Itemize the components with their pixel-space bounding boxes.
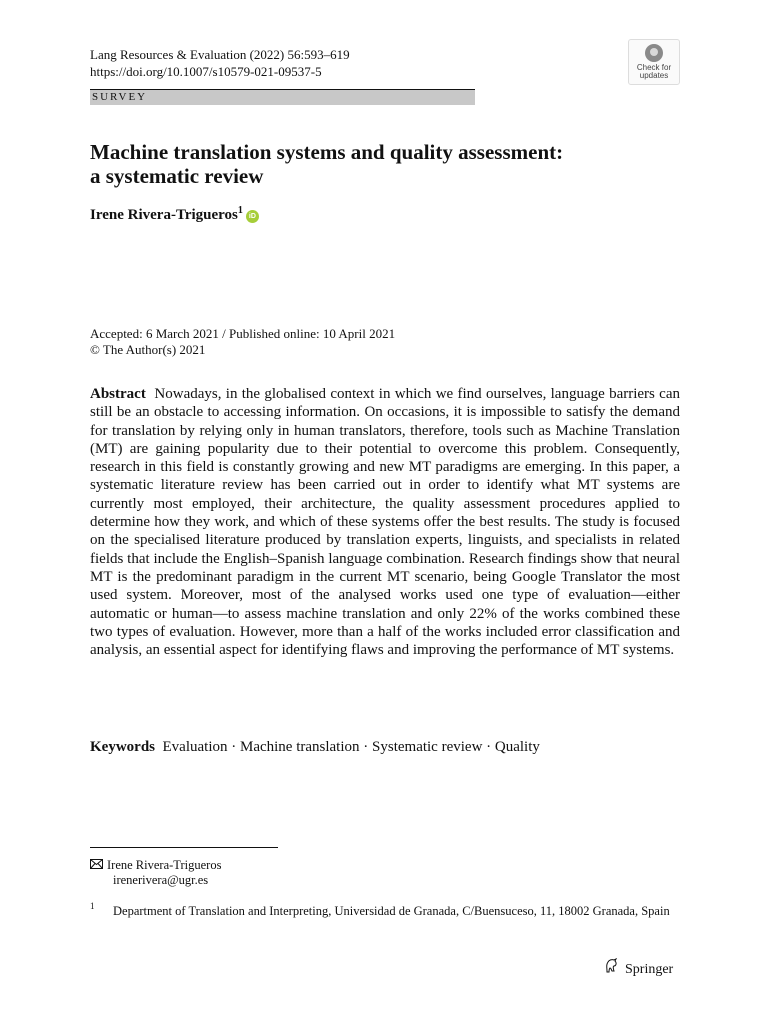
author-line bbox=[90, 205, 259, 224]
check-for-updates-badge[interactable] bbox=[628, 39, 680, 85]
abstract-text: Nowadays, in the globalised context in which we find ourselves, language barriers can still be an obstacle to accessing information. On occasions, it is impossible to satisfy the demand for translation by relying only in human translators, therefore, tools such as Machine Translation (MT) are gaining popularity due to their potential to overcome this problem. Consequently, research in this field is constantly growing and new MT paradigms are emerging. In this paper, a systematic literature review has been carried out in order to identify what MT systems are currently most employed, their architecture, the quality assessment procedures applied to determine how they work, and which of these systems offer the best results. The study is focused on the specialised literature produced by translation experts, linguists, and specialists in related fields that include the English–Spanish language combination. Research findings show that neural MT is the predominant paradigm in the current MT scenario, being Google Translator the most used system. Moreover, most of the analysed works used one type of evaluation—either automatic or human—to assess machine translation and only 22% of the works combined these two types of evaluation. However, more than a half of the works included error classification and analysis, an essential aspect for identifying flaws and improving the performance of MT systems. bbox=[90, 386, 680, 659]
title-line1: Machine translation systems and quality assessment: bbox=[90, 140, 564, 164]
keywords-text: Evaluation · Machine translation · Systematic review · Quality bbox=[162, 739, 540, 755]
orcid-icon[interactable]: iD bbox=[246, 210, 259, 223]
title-line2: a systematic review bbox=[90, 164, 264, 188]
keywords-label: Keywords bbox=[90, 739, 155, 755]
copyright-line: © The Author(s) 2021 bbox=[90, 342, 206, 357]
springer-horse-icon bbox=[604, 960, 622, 977]
section-banner bbox=[90, 89, 475, 105]
envelope-icon bbox=[90, 857, 107, 873]
doi-link[interactable]: https://doi.org/10.1007/s10579-021-09537-5 bbox=[90, 64, 322, 79]
author-affiliation-marker: 1 bbox=[237, 205, 243, 216]
journal-line: Lang Resources & Evaluation (2022) 56:593–619 bbox=[90, 47, 350, 62]
keywords bbox=[90, 738, 650, 757]
publisher-name: Springer bbox=[625, 962, 674, 977]
affiliation-number: 1 bbox=[90, 901, 95, 911]
corresponding-author bbox=[90, 857, 221, 873]
footnote-divider bbox=[90, 847, 278, 848]
publisher-logo[interactable] bbox=[604, 958, 673, 978]
abstract bbox=[90, 385, 680, 659]
dates-line: Accepted: 6 March 2021 / Published online: 10 April 2021 bbox=[90, 326, 396, 341]
abstract-label: Abstract bbox=[90, 386, 146, 402]
publication-dates bbox=[90, 326, 395, 358]
author-name[interactable]: Irene Rivera-Trigueros bbox=[90, 207, 238, 223]
journal-citation bbox=[90, 46, 350, 80]
check-for-updates-icon bbox=[645, 44, 663, 62]
article-title bbox=[90, 140, 690, 188]
affiliation: Department of Translation and Interpreting, Universidad de Granada, C/Buensuceso, 11, 18002 Granada, Spain bbox=[113, 904, 670, 918]
section-label: SURVEY bbox=[92, 91, 148, 103]
corresponding-email[interactable]: irenerivera@ugr.es bbox=[113, 873, 209, 887]
badge-line1: Check for bbox=[636, 63, 672, 72]
badge-line2: updates bbox=[639, 71, 669, 80]
corresponding-name: Irene Rivera-Trigueros bbox=[107, 858, 222, 872]
